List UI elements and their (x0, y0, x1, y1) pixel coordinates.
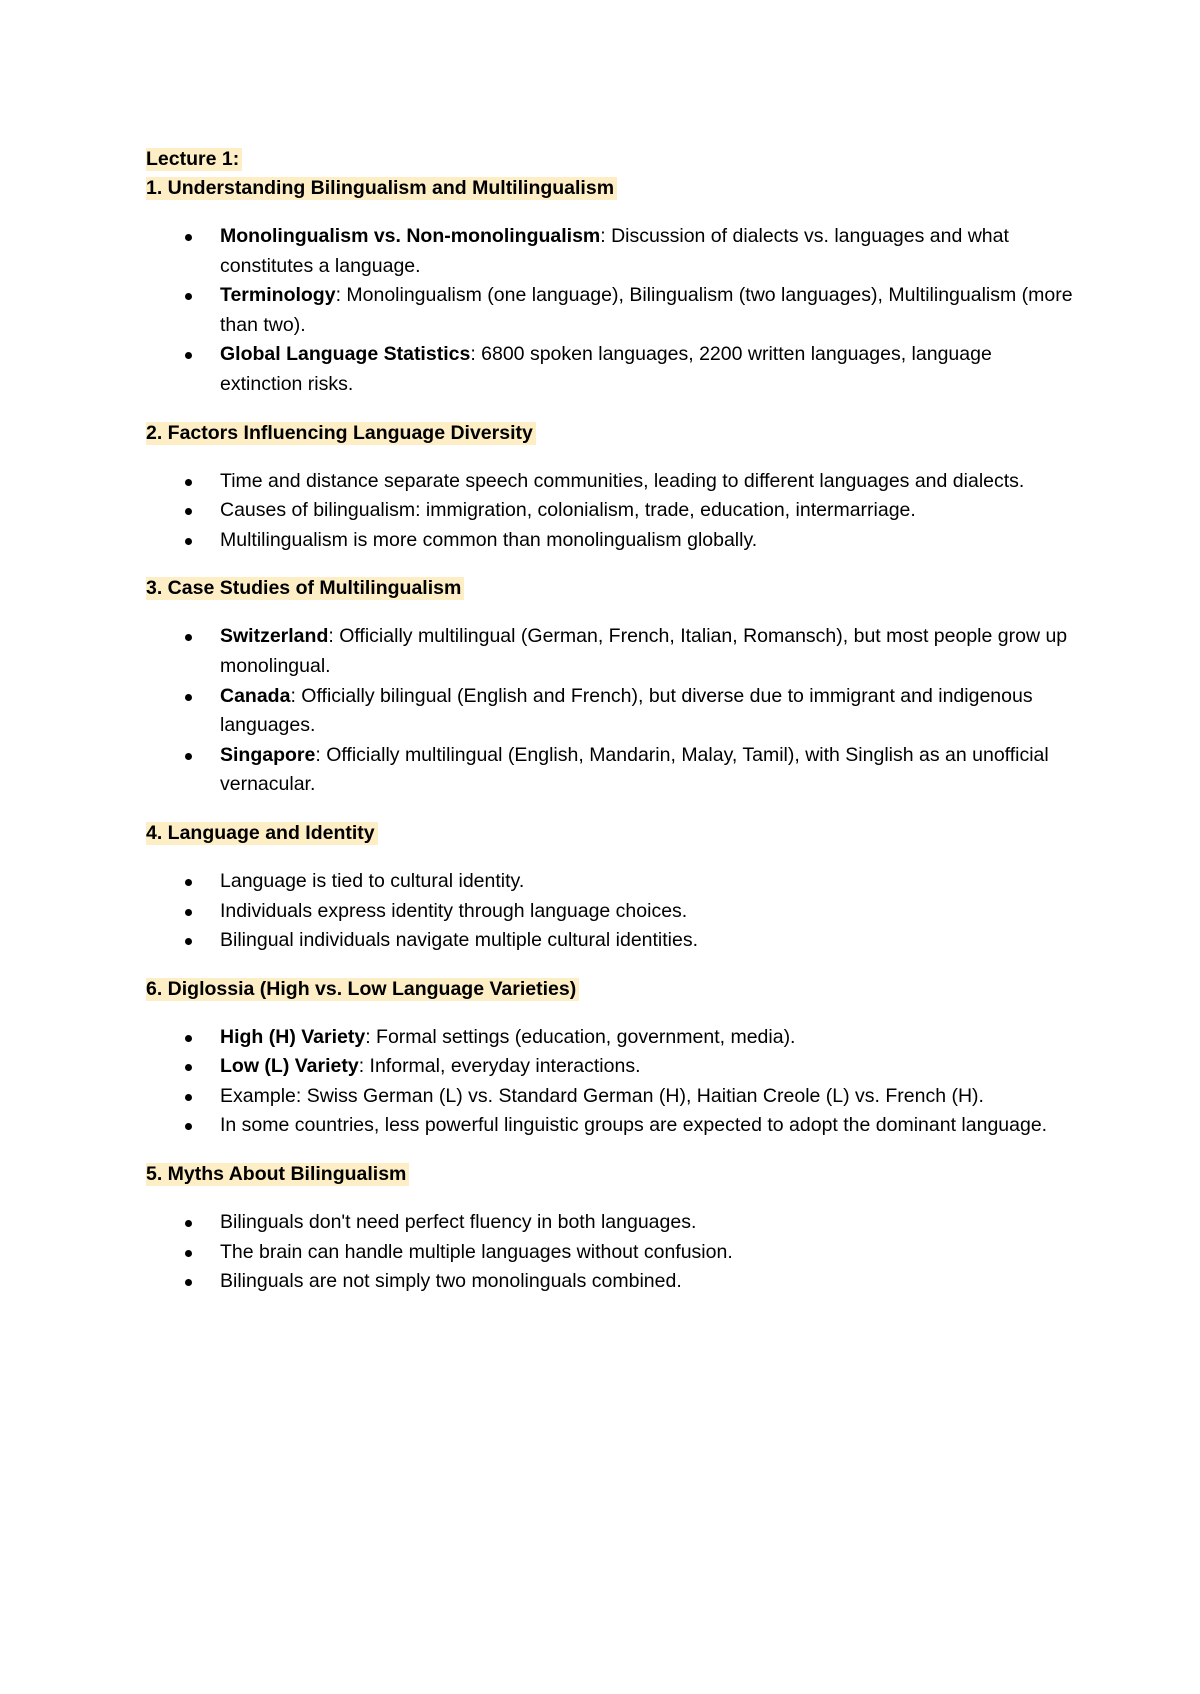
list-item-text: Bilinguals don't need perfect fluency in both languages. (220, 1211, 697, 1234)
sections-container (146, 174, 1076, 1297)
section-heading-text: 5. Myths About Bilingualism (146, 1163, 409, 1186)
list-item (146, 741, 1076, 800)
section-heading (146, 419, 1076, 448)
list-item-text: In some countries, less powerful linguistic groups are expected to adopt the dominant language. (220, 1114, 1048, 1137)
bullet-icon (185, 1094, 192, 1101)
list-item-text: Language is tied to cultural identity. (220, 869, 525, 892)
section-heading (146, 1160, 1076, 1189)
list-item-term: Monolingualism vs. Non-monolingualism (220, 225, 601, 247)
list-item-text: Time and distance separate speech communities, leading to different languages and dialects. (220, 469, 1025, 492)
bullet-icon (185, 879, 192, 886)
list-item-text: Bilingual individuals navigate multiple cultural identities. (220, 929, 699, 952)
list-item-term: Singapore (220, 743, 316, 766)
list-item (146, 1208, 1076, 1238)
list-item (146, 1111, 1076, 1141)
section-heading-text: 4. Language and Identity (146, 822, 378, 845)
document-title (146, 145, 1076, 174)
list-item (146, 467, 1076, 497)
list-item (146, 526, 1076, 556)
list-item-term: Terminology (220, 284, 336, 307)
bullet-list (146, 467, 1076, 556)
section-heading (146, 174, 1076, 203)
list-item (146, 1238, 1076, 1268)
bullet-list (146, 1023, 1076, 1141)
list-item-term: High (H) Variety (220, 1025, 366, 1048)
bullet-icon (185, 293, 192, 300)
list-item-term: Low (L) Variety (220, 1055, 359, 1078)
bullet-list (146, 1208, 1076, 1297)
bullet-list (146, 222, 1076, 400)
list-item-text: : Discussion of dialects vs. languages and what constitutes a language. (220, 225, 1009, 277)
list-item-text: : Formal settings (education, government, media). (365, 1025, 796, 1048)
section-1 (146, 174, 1076, 400)
bullet-icon (185, 538, 192, 545)
section-heading-text: 3. Case Studies of Multilingualism (146, 577, 464, 600)
section-heading-text: 1. Understanding Bilingualism and Multilingualism (146, 177, 617, 200)
document-page (146, 145, 1076, 1297)
list-item-term: Canada (220, 684, 291, 707)
bullet-icon (185, 234, 192, 241)
section-3 (146, 574, 1076, 800)
bullet-icon (185, 1064, 192, 1071)
list-item (146, 340, 1076, 399)
list-item (146, 867, 1076, 897)
bullet-icon (185, 1035, 192, 1042)
bullet-icon (185, 352, 192, 359)
list-item-text: Individuals express identity through language choices. (220, 899, 688, 922)
bullet-icon (185, 634, 192, 641)
bullet-icon (185, 753, 192, 760)
bullet-icon (185, 694, 192, 701)
section-heading-text: 2. Factors Influencing Language Diversity (146, 422, 536, 445)
list-item (146, 496, 1076, 526)
list-item-text: Example: Swiss German (L) vs. Standard German (H), Haitian Creole (L) vs. French (H). (220, 1084, 984, 1107)
list-item (146, 222, 1076, 281)
bullet-icon (185, 1279, 192, 1286)
list-item (146, 622, 1076, 681)
document-title-text: Lecture 1: (146, 148, 242, 171)
list-item (146, 897, 1076, 927)
bullet-icon (185, 508, 192, 515)
section-5 (146, 975, 1076, 1141)
section-2 (146, 419, 1076, 556)
list-item-text: Multilingualism is more common than monolingualism globally. (220, 528, 758, 551)
bullet-icon (185, 1250, 192, 1257)
list-item (146, 1052, 1076, 1082)
bullet-icon (185, 909, 192, 916)
section-heading (146, 574, 1076, 603)
bullet-list (146, 622, 1076, 800)
list-item-text: : 6800 spoken languages, 2200 written languages, language extinction risks. (220, 343, 992, 395)
list-item-term: Global Language Statistics (220, 343, 471, 366)
list-item (146, 682, 1076, 741)
list-item (146, 1023, 1076, 1053)
section-6 (146, 1160, 1076, 1297)
list-item-text: : Officially bilingual (English and French), but diverse due to immigrant and indigenous languages. (220, 684, 1033, 737)
bullet-icon (185, 479, 192, 486)
section-heading-text: 6. Diglossia (High vs. Low Language Varieties) (146, 978, 579, 1001)
list-item (146, 1082, 1076, 1112)
list-item-text: Bilinguals are not simply two monolinguals combined. (220, 1270, 682, 1293)
list-item-text: : Officially multilingual (English, Mandarin, Malay, Tamil), with Singlish as an unofficial vernacular. (220, 743, 1049, 796)
section-heading (146, 819, 1076, 848)
list-item-text: : Officially multilingual (German, French, Italian, Romansch), but most people grow up monolingual. (220, 625, 1068, 677)
list-item (146, 926, 1076, 956)
bullet-icon (185, 938, 192, 945)
list-item-term: Switzerland (220, 625, 329, 648)
list-item-text: : Monolingualism (one language), Bilingualism (two languages), Multilingualism (more than two). (220, 284, 1073, 336)
section-4 (146, 819, 1076, 956)
bullet-icon (185, 1123, 192, 1130)
section-heading (146, 975, 1076, 1004)
list-item (146, 281, 1076, 340)
bullet-icon (185, 1220, 192, 1227)
list-item-text: The brain can handle multiple languages without confusion. (220, 1240, 733, 1263)
list-item-text: Causes of bilingualism: immigration, colonialism, trade, education, intermarriage. (220, 499, 916, 522)
list-item-text: : Informal, everyday interactions. (358, 1055, 641, 1078)
bullet-list (146, 867, 1076, 956)
list-item (146, 1267, 1076, 1297)
